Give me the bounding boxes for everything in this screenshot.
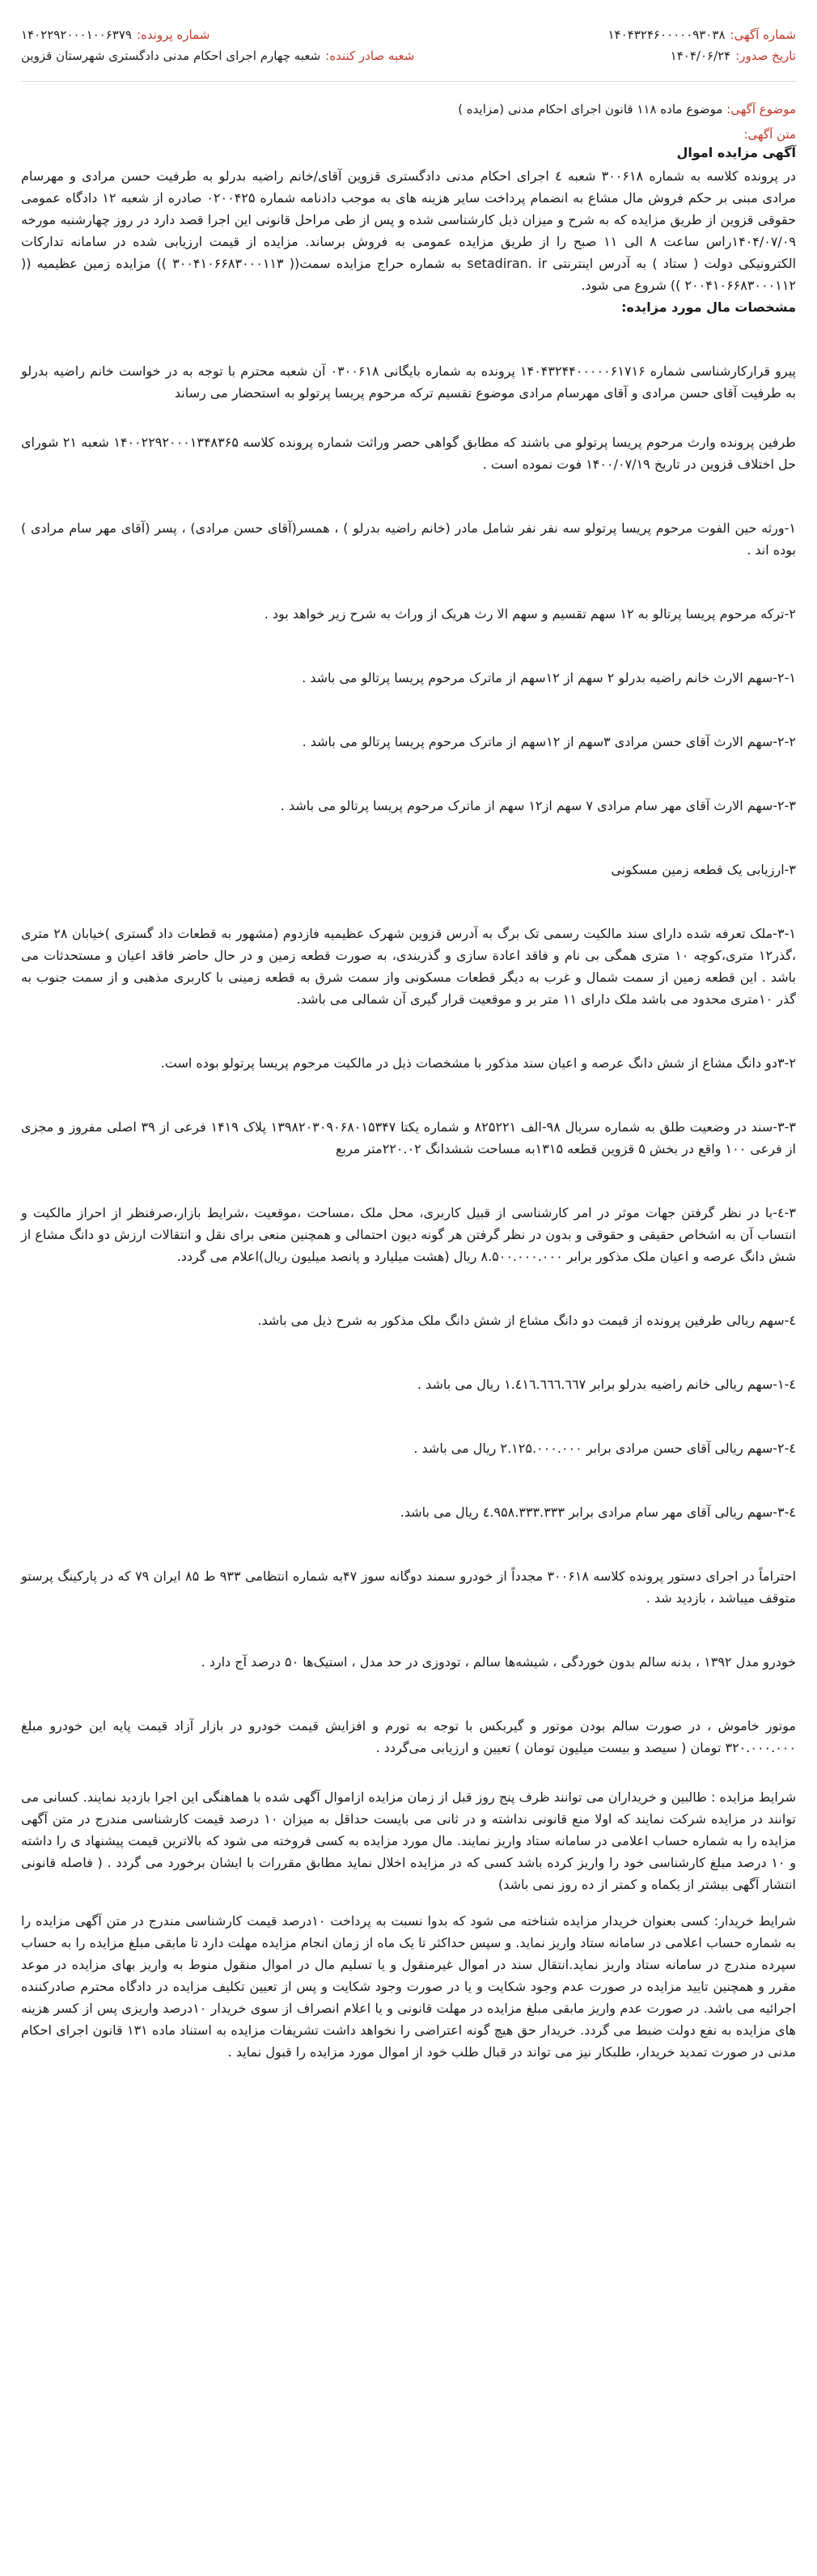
vehicle-engine: موتور خاموش ، در صورت سالم بودن موتور و گیربکس با توجه به تورم و افزایش قیمت خودرو در بازار آزاد قیمت پایه این خودرو مبلغ ۳۲۰.۰۰۰.۰۰۰ تومان ( سیصد و بیست میلیون تومان ) تعیین و ارزیابی می‌گردد . [21,1718,796,1755]
item-3-4: ۳-٤-با در نظر گرفتن جهات موثر در امر کارشناسی از قبیل کاربری، محل ملک ،مساحت ،موقعیت ،شرایط بازار،صرفنظر از احراز مالکیت و انتساب آن به اشخاص حقیقی و حقوقی و بدون در نظر گرفتن هر گونه دیون احتمالی و همچنین منعی برای نقل و انتقالات ارزش دو دانگ مشاع از شش دانگ عرصه و اعیان ملک مذکور برابر ۸.۵۰۰.۰۰۰.۰۰۰ ریال (هشت میلیارد و پانصد میلیون ریال)اعلام می گردد. [21,1205,796,1264]
case-number: شماره پرونده:۱۴۰۲۲۹۲۰۰۰۱۰۰۶۳۷۹ [21,28,210,42]
item-1: ۱-ورثه حین الفوت مرحوم پریسا پرتولو سه نفر نفر شامل مادر (خانم راضیه بدرلو ) ، همسر(آقای حسن مرادی) ، پسر (آقای مهر سام مرادی ) بوده اند . [21,520,796,558]
expert-paragraph: پیرو قرارکارشناسی شماره ۱۴۰۴۳۲۴۴۰۰۰۰۰۶۱۷۱۶ پرونده به شماره بایگانی ۰۳۰۰۶۱۸ آن شعبه محترم با توجه به در خواست خانم راضیه بدرلو به طرفیت آقای حسن مرادی و آقای مهرسام مرادی موضوع تقسیم ترکه مرحوم پریسا پرتولو به استحضار می رساند [21,363,797,401]
meta-row-1 [21,24,796,45]
item-3-2: ۳-۲دو دانگ مشاع از شش دانگ عرصه و اعیان سند مذکور با مشخصات ذیل در مالکیت مرحوم پریسا پرتولو بوده است. [160,1055,796,1071]
issuing-branch: شعبه صادر کننده:شعبه چهارم اجرای احکام مدنی دادگستری شهرستان قزوین [21,49,415,63]
item-3-1: ۳-۱-ملک تعرفه شده دارای سند مالکیت رسمی تک برگ به آدرس قزوین شهرک عظیمیه فازدوم (مشهور به قطعات داد گستری )خیابان ۲۸ متری ،گذر۱۲ متری،کوچه ۱۰ متری همگی بی نام و فاقد اعادة سازی و گذربندی، به صورت قطعه زمین و در حال حاضر فاقد اعیان و مستحدثات می باشد . این قطعه زمین از سمت شمال و غرب به دیگر قطعات مسکونی واز سمت شرق به قطعه زمینی با کاربری مذهبی و از سمت جنوب به گذر ۱۰متری محدود می باشد ملک دارای ۱۱ متر بر و موقعیت قرار گیری آن شمالی می باشد. [21,926,797,1007]
vehicle-paragraph: احتراماً در اجرای دستور پرونده کلاسه ۳۰۰۶۱۸ مجدداً از خودرو سمند دوگانه سوز ۴۷به شماره انتظامی ۹۳۳ ط ۸۵ ایران ۷۹ که در پارکینگ پرستو متوقف میباشد ، بازدید شد . [21,1568,797,1606]
ad-heading: آگهی مزایده اموال [676,145,796,160]
item-2-1: ۲-۱-سهم الارث خانم راضیه بدرلو ۲ سهم از ۱۲سهم از ماترک مرحوم پریسا پرتالو می باشد . [302,670,796,685]
parties-paragraph: طرفین پرونده وارث مرحوم پریسا پرتولو می باشند که مطابق گواهی حصر وراثت شماره پرونده کلاسه ۱۴۰۰۲۲۹۲۰۰۰۱۳۴۸۳۶۵ شعبه ۲۱ شورای حل اختلاف قزوین در تاریخ ۱۴۰۰/۰۷/۱۹ فوت نموده است . [21,435,797,472]
vehicle-model: خودرو مدل ۱۳۹۲ ، بدنه سالم بدون خوردگی ، شیشه‌ها سالم ، تودوزی در حد مدل ، استیک‌ها ۵۰ درصد آج دارد . [201,1654,796,1670]
item-2-2: ۲-۲-سهم الارث آقای حسن مرادی ۳سهم از ۱۲سهم از ماترک مرحوم پریسا پرتالو می باشد . [302,734,796,749]
item-3-3: ۳-۳-سند در وضعیت طلق به شماره سریال ۹۸-الف ۸۲۵۲۲۱ و شماره یکتا ۱۳۹۸۲۰۳۰۹۰۶۸۰۱۵۳۴۷ پلاک ۱۴۱۹ فرعی از ۳۹ اصلی مفروز و مجزی از فرعی ۱۰۰ واقع در بخش ۵ قزوین قطعه ۱۳۱۵به مساحت ششدانگ ۲۲۰.۰۲متر مربع [21,1119,797,1156]
item-4-1: ٤-۱-سهم ریالی خانم راضیه بدرلو برابر ۱.٤۱٦.٦٦٦.٦٦۷ ریال می باشد . [417,1377,796,1392]
ad-topic: موضوع آگهی: موضوع ماده ۱۱۸ قانون اجرای احکام مدنی (مزایده ) [458,102,796,117]
body-label: متن آگهی: [743,127,796,142]
intro-paragraph: در پرونده کلاسه به شماره ۳۰۰۶۱۸ شعبه ٤ اجرای احکام مدنی دادگستری قزوین آقای/خانم راضیه بدرلو به طرفیت حسن مرادی و مهرسام مرادی مبنی بر حکم فروش مال مشاع به انضمام پرداخت سایر هزینه های به موجب دادنامه شماره ۰۲۰۰۴۲۵ صادره از شعبه ۱۲ دادگاه عمومی حقوقی قزوین از طریق مزایده که به شرح و میزان ذیل کارشناسی شده و پس از طی مراحل قانونی این اجرا قصد دارد در روز چهارشنبه مورخه ۱۴۰۴/۰۷/۰۹راس ساعت ۸ الی ۱۱ صبح را از طریق مزایده عمومی به فروش برساند. مزایده از قیمت ارزیابی شده در سامانه تدارکات الکترونیکی دولت ( ستاد ) به آدرس اینترنتی setadiran. ir به شماره حراج مزایده سمت(( ۳۰۰۴۱۰۶۶۸۳۰۰۰۱۱۳ )) مزایده زمین عظیمیه (( ۲۰۰۴۱۰۶۶۸۳۰۰۰۱۱۲ )) شروع می شود. [21,168,797,293]
meta-row-2 [21,45,796,66]
auction-conditions: شرایط مزایده : طالبین و خریداران می توانند ظرف پنج روز قبل از زمان مزایده ازاموال آگهی شده با هماهنگی این اجرا بازدید نمایند. کسانی می توانند در مزایده شرکت نمایند که اولا منع قانونی نداشته و در ثانی می بایست حداقل به میزان ۱۰ درصد قیمت کارشناسی مندرج در متن آگهی مزایده را به شماره حساب اعلامی در سامانه ستاد واریز نمایند. مال مورد مزایده به کسی فروخته می شود که بالاترین قیمت پیشنهاد ی را داشته و ۱۰ درصد مبلغ کارشناسی خود را واریز کرده باشد کسی که در مزایده اخلال نماید مطابق مقررات با ایشان برخورد می گردد . ( فاصله قانونی انتشار آگهی بیشتر از یکماه و کمتر از ده روز نمی باشد) [21,1789,797,1892]
divider [21,81,796,82]
issue-date: تاریخ صدور:۱۴۰۴/۰۶/۲۴ [670,49,796,63]
item-4: ٤-سهم ریالی طرفین پرونده از قیمت دو دانگ مشاع از شش دانگ ملک مذکور به شرح ذیل می باشد. [257,1313,796,1328]
specs-heading: مشخصات مال مورد مزایده: [621,299,796,315]
ad-number: شماره آگهی:۱۴۰۴۳۲۴۶۰۰۰۰۰۹۳۰۳۸ [607,28,796,42]
item-4-3: ٤-۳-سهم ریالی آقای مهر سام مرادی برابر ٤.۹۵۸.۳۳۳.۳۳۳ ریال می باشد. [400,1504,796,1520]
item-3: ۳-ارزیابی یک قطعه زمین مسکونی [611,862,796,877]
buyer-conditions: شرایط خریدار: کسی بعنوان خریدار مزایده شناخته می شود که بدوا نسبت به پرداخت ۱۰درصد قیمت کارشناسی مندرج در متن آگهی مزایده را به شماره حساب اعلامی در سامانه ستاد واریز نماید. و سپس حداکثر تا یک ماه از زمان انجام مزایده مهلت دارد تا مابقی مبلغ مزایده را به حساب سپرده مندرج در سامانه ستاد واریز نماید.انتقال سند در اموال غیرمنقول و یا تسلیم مال در اموال منقول منوط به واریز بهای مزایده در موعد مقرر و همچنین تایید مزایده در صورت عدم وجود شکایت و یا در صورت وجود شکایت و پس از تعیین تکلیف مزایده در دادگاه محترم صادرکننده اجرائیه می باشد. در صورت عدم واریز مابقی مبلغ مزایده در مهلت قانونی و یا اعلام انصراف از سوی خریدار ۱۰درصد واریزی پس از کسر هزینه های مزایده به نفع دولت ضبط می گردد. خریدار حق هیچ گونه اعتراضی را نخواهد داشت تشریفات مزایده به استناد ماده ۱۳۱ قانون اجرای احکام مدنی در صورت تمدید خریدار، طلبکار نیز می تواند در قبال طلب خود از اموال مورد مزایده را قبول نماید . [21,1913,796,2060]
item-2-3: ۲-۳-سهم الارث آقای مهر سام مرادی ۷ سهم از۱۲ سهم از ماترک مرحوم پریسا پرتالو می باشد . [280,798,796,813]
item-2: ۲-ترکه مرحوم پریسا پرتالو به ۱۲ سهم تقسیم و سهم الا رث هریک از وراث به شرح زیر خواهد بود . [264,606,796,622]
item-4-2: ٤-۲-سهم ریالی آقای حسن مرادی برابر ۲.۱۲۵.۰۰۰.۰۰۰ ریال می باشد . [413,1441,796,1456]
